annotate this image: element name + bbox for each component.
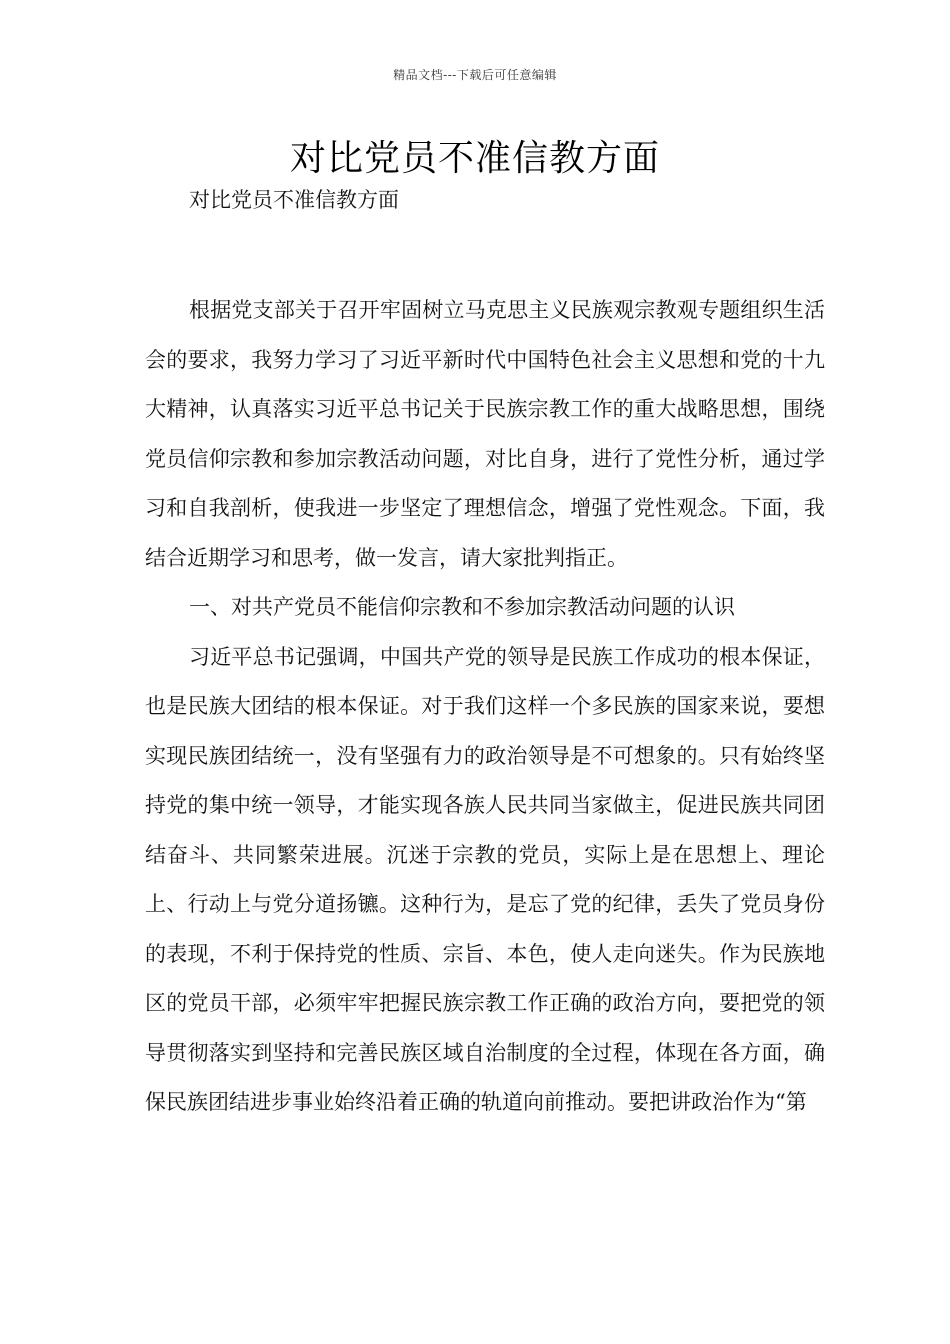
page-header: 精品文档---下载后可任意编辑: [393, 68, 557, 82]
document-subtitle: 对比党员不准信教方面: [189, 188, 399, 212]
document-title: 对比党员不准信教方面: [289, 138, 660, 179]
paragraph-intro: 根据党支部关于召开牢固树立马克思主义民族观宗教观专题组织生活会的要求，我努力学习了习近平新时代中国特色社会主义思想和党的十九大精神，认真落实习近平总书记关于民族宗教工作的重大战略思想，围绕党员信仰宗教和参加宗教活动问题，对比自身，进行了党性分析，通过学习和自我剖析，使我进一步坚定了理想信念，增强了党性观念。下面，我结合近期学习和思考，做一发言，请大家批判指正。: [145, 298, 825, 570]
paragraph-body: 习近平总书记强调，中国共产党的领导是民族工作成功的根本保证，也是民族大团结的根本保证。对于我们这样一个多民族的国家来说，要想实现民族团结统一，没有坚强有力的政治领导是不可想象的。只有始终坚持党的集中统一领导，才能实现各族人民共同当家做主，促进民族共同团结奋斗、共同繁荣进展。沉迷于宗教的党员，实际上是在思想上、理论上、行动上与党分道扬镳。这种行为，是忘了党的纪律，丢失了党员身份的表现，不利于保持党的性质、宗旨、本色，使人走向迷失。作为民族地区的党员干部，必须牢牢把握民族宗教工作正确的政治方向，要把党的领导贯彻落实到坚持和完善民族区域自治制度的全过程，体现在各方面，确保民族团结进步事业始终沿着正确的轨道向前推动。要把讲政治作为“第: [145, 644, 825, 1114]
document-body: [145, 286, 825, 1128]
section-heading: 一、对共产党员不能信仰宗教和不参加宗教活动问题的认识: [189, 595, 735, 619]
